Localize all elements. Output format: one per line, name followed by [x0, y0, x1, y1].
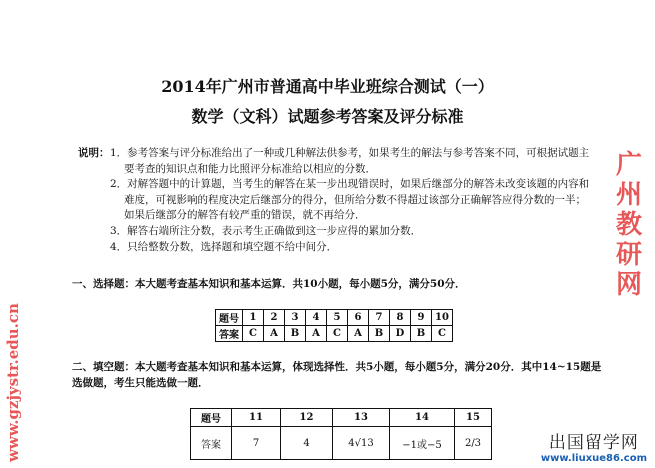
note-item: 1．参考答案与评分标准给出了一种或几种解法供参考，如果考生的解法与参考答案不同，可根据试题主要考查的知识点和能力比照评分标准给以相应的分数． — [110, 147, 590, 175]
answer-cell: 4 — [281, 427, 333, 460]
answer-cell: 12 — [281, 409, 333, 427]
answer-cell: 2/3 — [455, 427, 492, 460]
notes — [78, 146, 594, 255]
logo-name: 出国留学网 — [548, 433, 639, 453]
answer-cell: 6 — [348, 310, 369, 326]
answer-cell: 1 — [243, 310, 264, 326]
row-label: 题号 — [191, 409, 232, 427]
answer-cell: 8 — [390, 310, 411, 326]
answer-cell: 2 — [264, 310, 285, 326]
answer-cell: 11 — [232, 409, 281, 427]
choice-answer-table — [215, 309, 453, 342]
row-label: 答案 — [191, 427, 232, 460]
logo-url: www.liuxue86.com — [540, 453, 647, 464]
answer-cell: 5 — [327, 310, 348, 326]
answer-cell: 7 — [369, 310, 390, 326]
answer-cell: D — [390, 326, 411, 342]
answer-cell: 4√13 — [333, 427, 390, 460]
answer-cell: B — [285, 326, 306, 342]
answer-cell: 14 — [390, 409, 455, 427]
fill-answer-table — [190, 408, 492, 460]
answer-cell: 7 — [232, 427, 281, 460]
watermark-url: www.gzjystr.edu.cn — [4, 303, 22, 462]
answer-cell: B — [411, 326, 432, 342]
notes-label: 说明： — [78, 147, 110, 159]
note-item: 2．对解答题中的计算题，当考生的解答在某一步出现错误时，如果后继部分的解答未改变该题的内容和难度，可视影响的程度决定后继部分的得分，但所给分数不得超过该部分正确解答应得分数的一半；如果后继部分的解答有较严重的错误，就不再给分． — [110, 178, 590, 222]
answer-cell: A — [264, 326, 285, 342]
answer-cell: 15 — [455, 409, 492, 427]
note-item: 3．解答右端所注分数，表示考生正确做到这一步应得的累加分数． — [110, 224, 422, 237]
answer-cell: 9 — [411, 310, 432, 326]
document-subtitle: 数学（文科）试题参考答案及评分标准 — [191, 107, 464, 126]
answer-cell: C — [432, 326, 453, 342]
answer-cell: C — [327, 326, 348, 342]
answer-cell: 4 — [306, 310, 327, 326]
answer-cell: B — [369, 326, 390, 342]
note-item: 4．只给整数分数，选择题和填空题不给中间分． — [110, 240, 338, 253]
answer-cell: 3 — [285, 310, 306, 326]
answer-cell: 13 — [333, 409, 390, 427]
watermark-text: 广州教研网 — [615, 150, 642, 300]
section1-heading: 一、选择题：本大题考查基本知识和基本运算．共10小题，每小题5分，满分50分． — [72, 278, 466, 290]
row-label: 答案 — [216, 326, 243, 342]
answer-cell: A — [348, 326, 369, 342]
site-logo — [541, 428, 647, 464]
section2-heading — [72, 360, 602, 391]
answer-cell: −1或−5 — [390, 427, 455, 460]
answer-cell: 10 — [432, 310, 453, 326]
section2-heading-text: 二、填空题：本大题考查基本知识和基本运算，体现选择性．共5小题，每小题5分，满分20分．其中14~15题是选做题，考生只能选做一题． — [72, 361, 602, 389]
document-title: 2014年广州市普通高中毕业班综合测试（一） — [161, 77, 494, 96]
answer-cell: C — [243, 326, 264, 342]
answer-cell: A — [306, 326, 327, 342]
row-label: 题号 — [216, 310, 243, 326]
